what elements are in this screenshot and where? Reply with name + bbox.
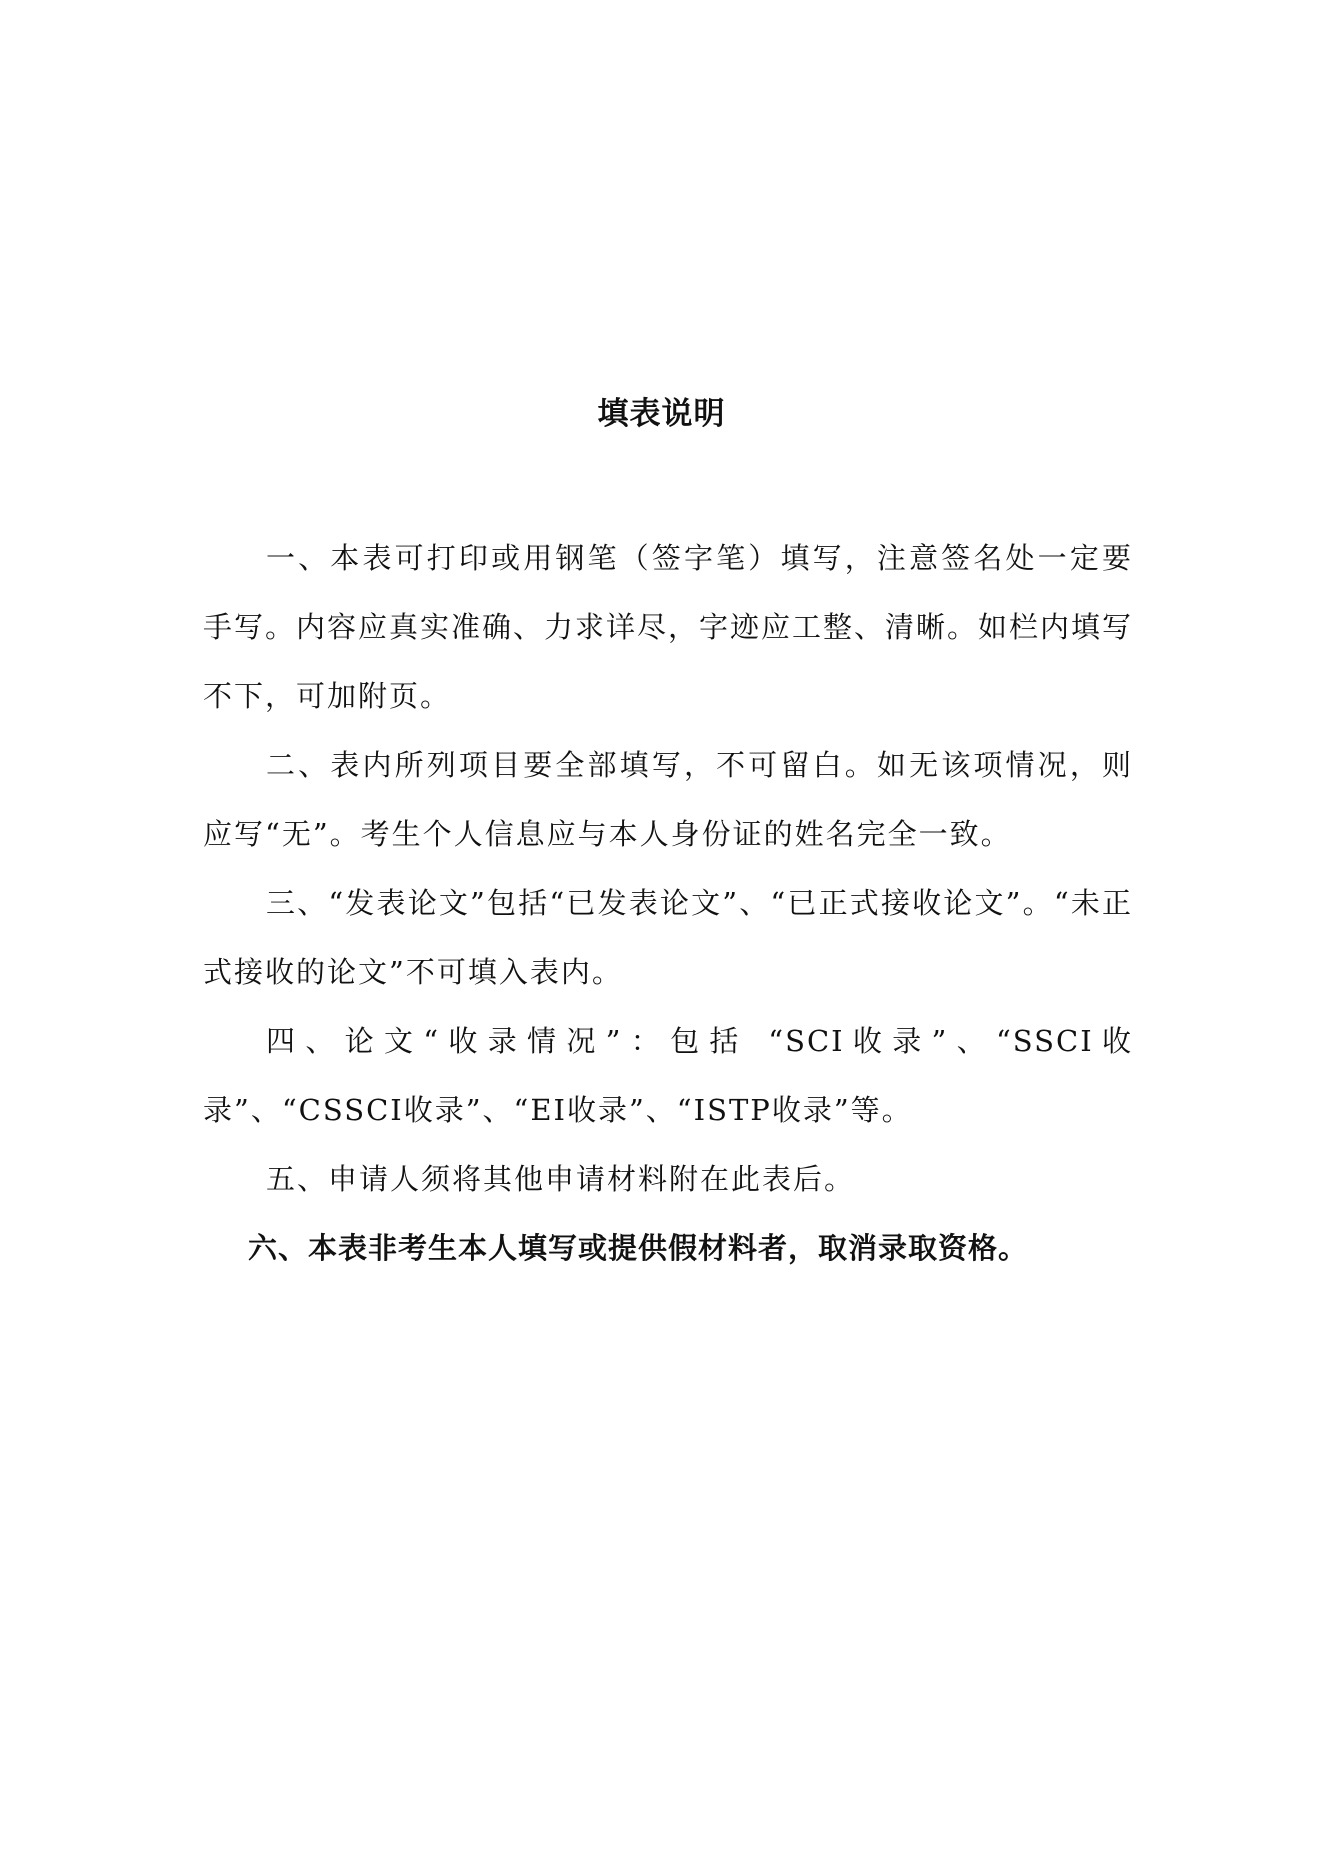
instruction-paragraph-6-warning: 六、本表非考生本人填写或提供假材料者，取消录取资格。 <box>248 1231 1029 1265</box>
instructions-body <box>203 524 1133 1283</box>
instruction-paragraph-3: 三、“发表论文”包括“已发表论文”、“已正式接收论文”。“未正式接收的论文”不可填入表内。 <box>203 886 1133 989</box>
page-title: 填表说明 <box>597 396 726 432</box>
instruction-paragraph-4: 四、论文“收录情况”：包括 “SCI收录”、“SSCI收录”、“CSSCI收录”、“EI收录”、“ISTP收录”等。 <box>203 1024 1133 1127</box>
instruction-paragraph-5: 五、申请人须将其他申请材料附在此表后。 <box>266 1162 856 1196</box>
instruction-paragraph-1: 一、本表可打印或用钢笔（签字笔）填写，注意签名处一定要手写。内容应真实准确、力求详尽，字迹应工整、清晰。如栏内填写不下，可加附页。 <box>203 541 1134 713</box>
instruction-paragraph-2: 二、表内所列项目要全部填写，不可留白。如无该项情况，则应写“无”。考生个人信息应与本人身份证的姓名完全一致。 <box>203 748 1133 851</box>
